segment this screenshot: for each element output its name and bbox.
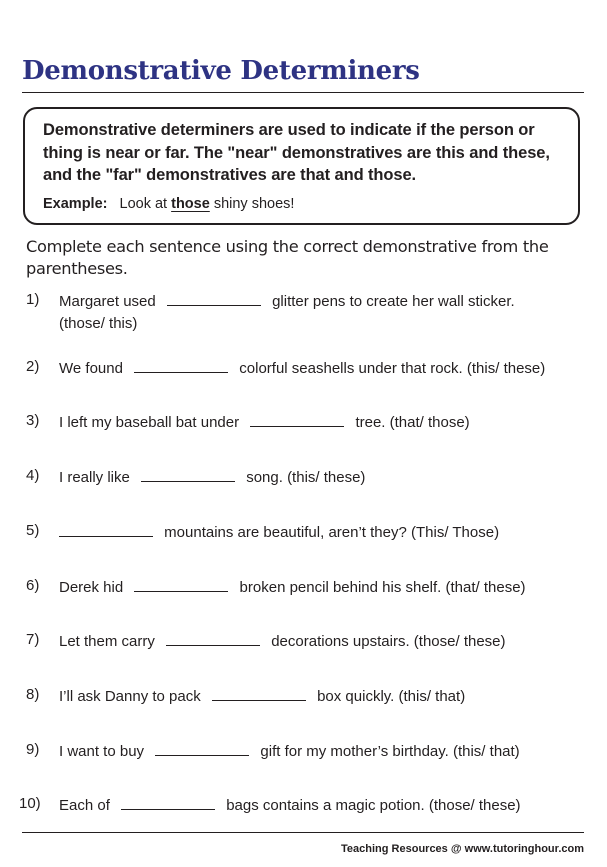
- question-line: [59, 358, 545, 377]
- question-number: 9): [26, 741, 40, 758]
- footer-credit: Teaching Resources @ www.tutoringhour.com: [341, 843, 584, 855]
- question-text-before: We found: [59, 360, 123, 377]
- question-text-after: glitter pens to create her wall sticker.: [272, 293, 515, 310]
- question-number: 3): [26, 412, 40, 429]
- example-label: Example:: [43, 196, 108, 212]
- question-text-before: I want to buy: [59, 743, 145, 760]
- question-number: 6): [26, 577, 40, 594]
- question-number: 5): [26, 522, 40, 539]
- instructions: Complete each sentence using the correct demonstrative from the parentheses.: [26, 237, 549, 278]
- answer-blank[interactable]: [134, 577, 228, 592]
- question-text-after: broken pencil behind his shelf. (that/ these): [239, 579, 526, 596]
- example-line: [43, 196, 294, 212]
- info-box: [23, 107, 580, 225]
- question-number: 2): [26, 358, 40, 375]
- answer-blank[interactable]: [212, 686, 306, 701]
- question-line: [59, 467, 365, 486]
- question-number: 1): [26, 291, 40, 308]
- question-line: [59, 291, 515, 310]
- question-text-before: I left my baseball bat under: [59, 414, 240, 431]
- question-number: 10): [19, 795, 41, 812]
- question-line: [59, 795, 521, 814]
- question-number: 7): [26, 631, 40, 648]
- title-divider: [22, 92, 584, 93]
- example-word: those: [171, 196, 210, 212]
- page-title: Demonstrative Determiners: [22, 56, 420, 86]
- question-line: [59, 522, 499, 541]
- answer-blank[interactable]: [134, 358, 228, 373]
- question-text-after: song. (this/ these): [246, 469, 366, 486]
- question-text-after: colorful seashells under that rock. (this/ these): [239, 360, 546, 377]
- answer-blank[interactable]: [166, 631, 260, 646]
- answer-blank[interactable]: [121, 795, 215, 810]
- question-text-before: Derek hid: [59, 579, 124, 596]
- question-text-after: gift for my mother’s birthday. (this/ that): [260, 743, 520, 760]
- question-line: [59, 577, 526, 596]
- question-text-before: I’ll ask Danny to pack: [59, 688, 201, 705]
- question-number: 4): [26, 467, 40, 484]
- question-text-before: Each of: [59, 797, 110, 814]
- question-text-after: box quickly. (this/ that): [317, 688, 466, 705]
- example-text-after: shiny shoes!: [213, 196, 295, 212]
- question-text-before: Margaret used: [59, 293, 156, 310]
- answer-blank[interactable]: [250, 412, 344, 427]
- question-line: [59, 741, 520, 760]
- question-options: (those/ this): [59, 315, 138, 332]
- answer-blank[interactable]: [155, 741, 249, 756]
- question-line: [59, 686, 465, 705]
- answer-blank[interactable]: [167, 291, 261, 306]
- footer-divider: [22, 832, 584, 833]
- answer-blank[interactable]: [59, 522, 153, 537]
- question-line: [59, 412, 470, 431]
- question-text-after: decorations upstairs. (those/ these): [271, 633, 506, 650]
- answer-blank[interactable]: [141, 467, 235, 482]
- question-number: 8): [26, 686, 40, 703]
- question-text-after: bags contains a magic potion. (those/ these): [226, 797, 521, 814]
- question-line: [59, 631, 506, 650]
- question-text-after: tree. (that/ those): [355, 414, 470, 431]
- question-text-before: I really like: [59, 469, 130, 486]
- example-text-before: Look at: [119, 196, 168, 212]
- question-text-after: mountains are beautiful, aren’t they? (This/ Those): [164, 524, 500, 541]
- info-text: Demonstrative determiners are used to indicate if the person or thing is near or far. The "near" demonstratives are this and these, and the "far" demonstratives are that and those.: [43, 121, 550, 184]
- question-text-before: Let them carry: [59, 633, 155, 650]
